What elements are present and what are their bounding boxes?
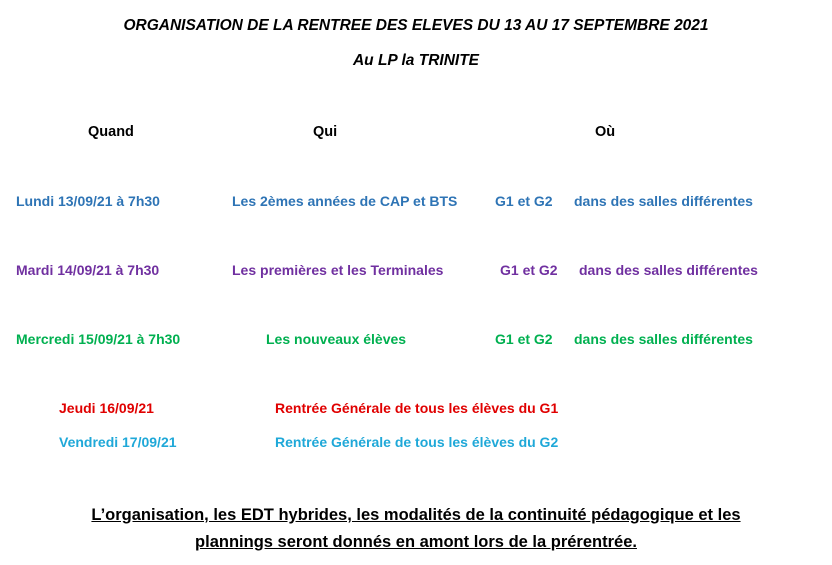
schedule-row-location: dans des salles différentes: [579, 262, 758, 278]
schedule-row-audience: Rentrée Générale de tous les élèves du G2: [275, 434, 559, 450]
schedule-row-location: dans des salles différentes: [574, 193, 753, 209]
schedule-row-audience: Les 2èmes années de CAP et BTS: [232, 193, 458, 209]
document-title: ORGANISATION DE LA RENTREE DES ELEVES DU 13 AU 17 SEPTEMBRE 2021: [123, 17, 709, 34]
schedule-row-date: Vendredi 17/09/21: [59, 434, 177, 450]
schedule-row-groups: G1 et G2: [495, 193, 553, 209]
column-heading-when: Quand: [88, 124, 134, 140]
schedule-row-groups: G1 et G2: [500, 262, 558, 278]
schedule-row-location: dans des salles différentes: [574, 331, 753, 347]
footer-note-line-1: L’organisation, les EDT hybrides, les modalités de la continuité pédagogique et les: [91, 506, 741, 524]
column-heading-who: Qui: [313, 124, 338, 140]
document-subtitle: Au LP la TRINITE: [352, 52, 479, 69]
schedule-row-audience: Rentrée Générale de tous les élèves du G1: [275, 400, 559, 416]
schedule-row-date: Lundi 13/09/21 à 7h30: [16, 193, 160, 209]
column-heading-where: Où: [595, 124, 616, 140]
schedule-row-date: Mardi 14/09/21 à 7h30: [16, 262, 160, 278]
schedule-row-date: Mercredi 15/09/21 à 7h30: [16, 331, 181, 347]
schedule-row-audience: Les premières et les Terminales: [232, 262, 444, 278]
schedule-row-audience: Les nouveaux élèves: [266, 331, 407, 347]
footer-note-line-2: plannings seront donnés en amont lors de la prérentrée.: [195, 533, 637, 551]
schedule-row-date: Jeudi 16/09/21: [59, 400, 154, 416]
schedule-row-groups: G1 et G2: [495, 331, 553, 347]
